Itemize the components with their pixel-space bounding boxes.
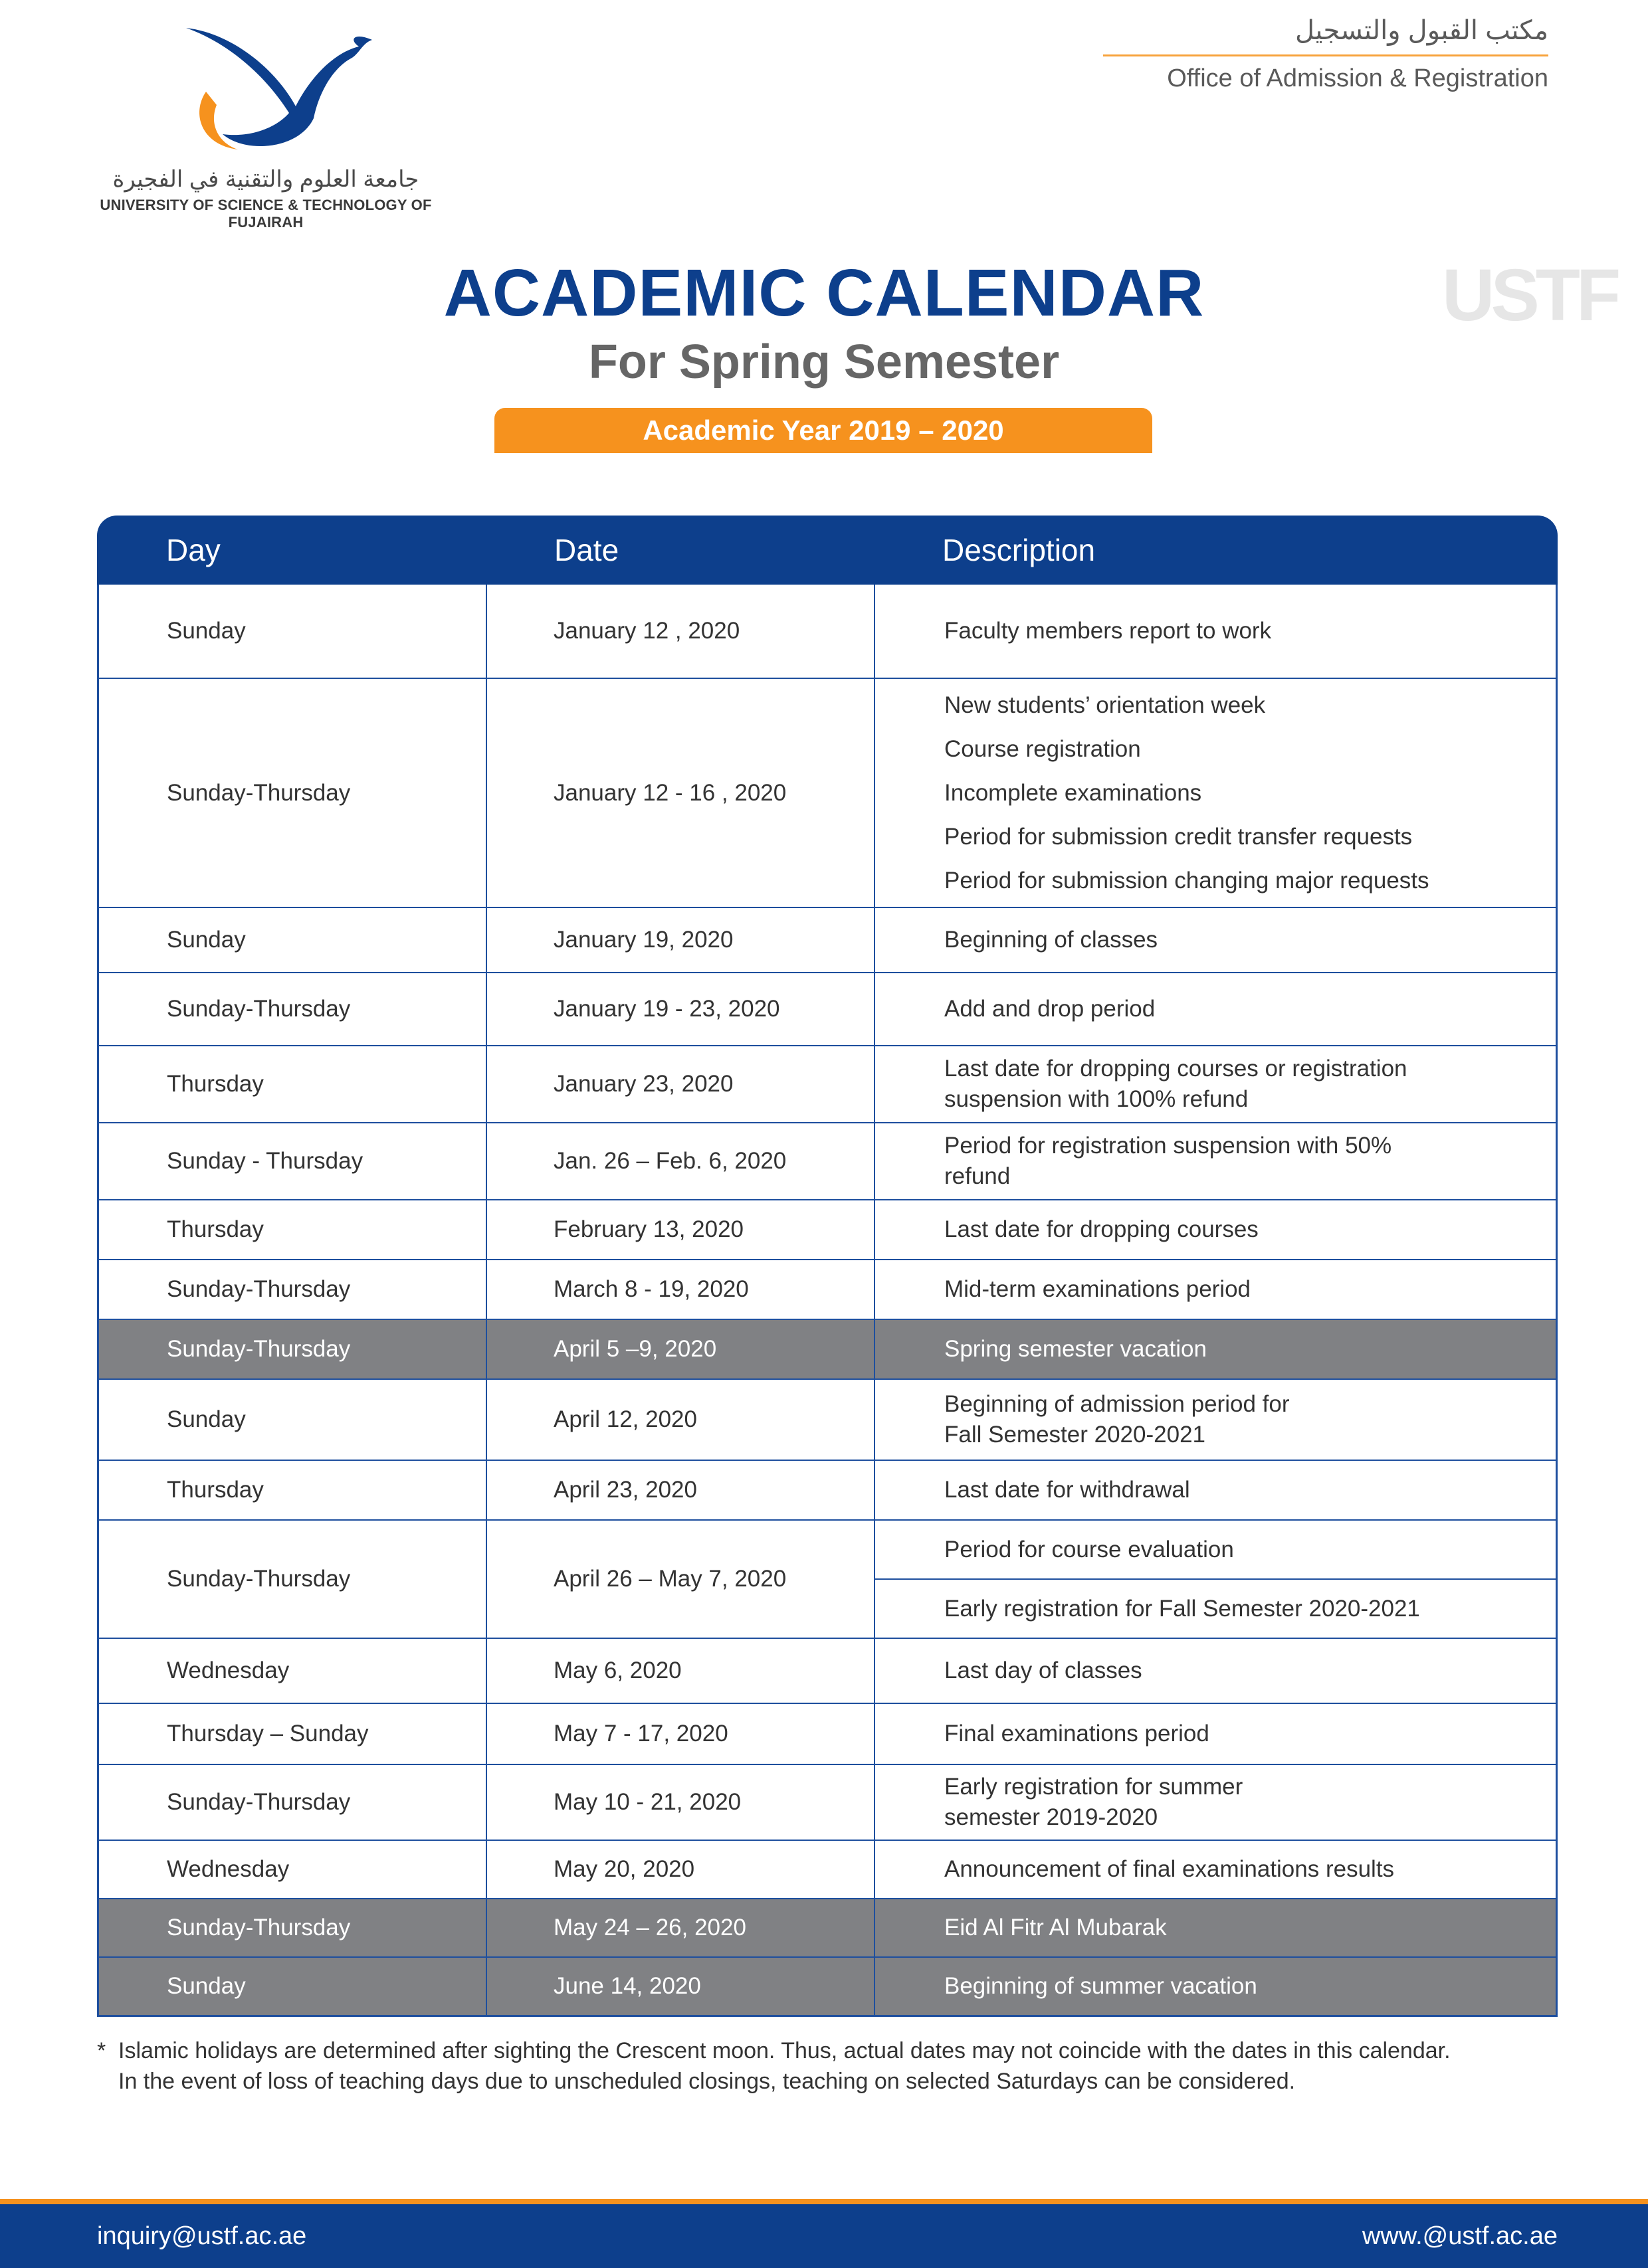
cell-day: Sunday-Thursday <box>99 679 487 907</box>
cell-description <box>875 679 1556 907</box>
description-line: Eid Al Fitr Al Mubarak <box>944 1915 1167 1940</box>
falcon-logo-icon <box>159 13 399 156</box>
table-row <box>99 1638 1556 1703</box>
cell-day: Sunday-Thursday <box>99 1260 487 1319</box>
cell-day: Sunday-Thursday <box>99 1521 487 1638</box>
cell-day: Thursday <box>99 1200 487 1259</box>
cell-description <box>875 1958 1556 2015</box>
description-subcell: Period for course evaluation <box>944 1536 1234 1562</box>
footnote-line: In the event of loss of teaching days due to unscheduled closings, teaching on selected Saturdays can be considered. <box>118 2069 1296 2094</box>
description-line: Announcement of final examinations results <box>944 1856 1395 1882</box>
description-line: Incomplete examinations <box>944 779 1202 806</box>
table-row <box>99 1764 1556 1840</box>
cell-date: April 12, 2020 <box>487 1380 875 1460</box>
cell-description <box>875 908 1556 972</box>
description-line: New students’ orientation week <box>944 692 1266 718</box>
university-name-english: UNIVERSITY OF SCIENCE & TECHNOLOGY OF FUJAIRAH <box>100 197 432 231</box>
cell-date: January 19, 2020 <box>487 908 875 972</box>
description-line: Last day of classes <box>944 1657 1142 1683</box>
cell-description <box>875 1841 1556 1898</box>
table-row-holiday <box>99 1319 1556 1378</box>
description-line: Beginning of classes <box>944 927 1158 953</box>
table-row-holiday <box>99 1956 1556 2015</box>
cell-day: Sunday-Thursday <box>99 973 487 1045</box>
cell-day: Sunday <box>99 1380 487 1460</box>
table-row <box>99 1259 1556 1319</box>
description-line: Final examinations period <box>944 1721 1209 1747</box>
table-row <box>99 1703 1556 1764</box>
cell-date: March 8 - 19, 2020 <box>487 1260 875 1319</box>
footnote <box>97 2035 1559 2097</box>
column-header-date: Date <box>554 533 619 567</box>
cell-description <box>875 1639 1556 1703</box>
description-line: Beginning of admission period for <box>944 1391 1290 1417</box>
column-header-day: Day <box>166 533 221 567</box>
cell-description <box>875 1521 1556 1638</box>
table-row <box>99 1045 1556 1122</box>
table-row <box>99 972 1556 1045</box>
cell-day: Sunday <box>99 585 487 678</box>
column-header-description: Description <box>942 533 1096 567</box>
table-row-holiday <box>99 1898 1556 1956</box>
description-line: Early registration for summer <box>944 1774 1243 1800</box>
cell-date: May 24 – 26, 2020 <box>487 1899 875 1956</box>
cell-description <box>875 1899 1556 1956</box>
table-header <box>97 516 1558 585</box>
cell-description <box>875 1320 1556 1378</box>
cell-description <box>875 1704 1556 1764</box>
page-title: ACADEMIC CALENDAR <box>443 256 1205 330</box>
footer-email-link[interactable]: inquiry@ustf.ac.ae <box>97 2222 307 2250</box>
footer-website-link[interactable]: www.@ustf.ac.ae <box>1362 2222 1558 2250</box>
description-line: Last date for withdrawal <box>944 1477 1190 1503</box>
table-row <box>99 1199 1556 1259</box>
cell-description <box>875 1461 1556 1519</box>
table-row <box>99 1840 1556 1898</box>
footer-accent-line <box>0 2199 1648 2204</box>
university-logo <box>93 13 465 231</box>
description-line: semester 2019-2020 <box>944 1804 1158 1830</box>
description-line: Last date for dropping courses or registration <box>944 1056 1407 1082</box>
cell-date: June 14, 2020 <box>487 1958 875 2015</box>
cell-day: Thursday – Sunday <box>99 1704 487 1764</box>
office-name-english: Office of Admission & Registration <box>1167 64 1548 92</box>
description-line: Mid-term examinations period <box>944 1276 1251 1302</box>
description-line: Add and drop period <box>944 996 1156 1022</box>
cell-day: Sunday-Thursday <box>99 1899 487 1956</box>
cell-day: Sunday - Thursday <box>99 1123 487 1199</box>
cell-date: January 12 , 2020 <box>487 585 875 678</box>
cell-day: Sunday-Thursday <box>99 1765 487 1840</box>
table-row <box>99 678 1556 907</box>
cell-date: May 10 - 21, 2020 <box>487 1765 875 1840</box>
office-name-arabic: مكتب القبول والتسجيل <box>1295 16 1548 45</box>
cell-day: Sunday-Thursday <box>99 1320 487 1378</box>
cell-description <box>875 1200 1556 1259</box>
description-line: refund <box>944 1163 1011 1189</box>
cell-description <box>875 1260 1556 1319</box>
table-row <box>99 907 1556 972</box>
cell-description <box>875 973 1556 1045</box>
description-line: Spring semester vacation <box>944 1336 1207 1362</box>
description-line: Period for submission credit transfer requests <box>944 823 1413 850</box>
description-line: Beginning of summer vacation <box>944 1973 1257 1999</box>
academic-year-banner: Academic Year 2019 – 2020 <box>494 408 1152 453</box>
table-row <box>99 585 1556 678</box>
description-line: suspension with 100% refund <box>944 1086 1249 1112</box>
cell-date: January 23, 2020 <box>487 1046 875 1122</box>
table-row <box>99 1378 1556 1460</box>
cell-day: Wednesday <box>99 1639 487 1703</box>
cell-description <box>875 1380 1556 1460</box>
cell-day: Wednesday <box>99 1841 487 1898</box>
description-line: Faculty members report to work <box>944 618 1272 644</box>
cell-date: May 20, 2020 <box>487 1841 875 1898</box>
office-divider <box>1103 54 1548 56</box>
cell-date: Jan. 26 – Feb. 6, 2020 <box>487 1123 875 1199</box>
description-line: Period for registration suspension with 50% <box>944 1133 1392 1159</box>
table-row <box>99 1460 1556 1519</box>
description-line: Last date for dropping courses <box>944 1216 1259 1242</box>
footnote-line: Islamic holidays are determined after sighting the Crescent moon. Thus, actual dates may not coincide with the dates in this calendar. <box>118 2038 1451 2063</box>
table-row <box>99 1519 1556 1638</box>
university-name-arabic: جامعة العلوم والتقنية في الفجيرة <box>112 167 419 192</box>
cell-date: February 13, 2020 <box>487 1200 875 1259</box>
calendar-table <box>97 516 1558 2017</box>
description-subcell: Early registration for Fall Semester 2020-2021 <box>875 1578 1556 1638</box>
cell-day: Thursday <box>99 1461 487 1519</box>
cell-date: May 7 - 17, 2020 <box>487 1704 875 1764</box>
footnote-marker: * <box>97 2038 106 2063</box>
cell-day: Sunday <box>99 908 487 972</box>
cell-day: Thursday <box>99 1046 487 1122</box>
description-line: Course registration <box>944 735 1141 762</box>
ustf-watermark: USTF <box>1442 254 1617 336</box>
cell-description <box>875 1123 1556 1199</box>
page-subtitle: For Spring Semester <box>588 335 1060 389</box>
cell-date: January 19 - 23, 2020 <box>487 973 875 1045</box>
cell-day: Sunday <box>99 1958 487 2015</box>
description-line: Fall Semester 2020-2021 <box>944 1422 1205 1448</box>
table-row <box>99 1122 1556 1199</box>
cell-date: April 23, 2020 <box>487 1461 875 1519</box>
cell-date: January 12 - 16 , 2020 <box>487 679 875 907</box>
cell-description <box>875 585 1556 678</box>
cell-date: April 5 –9, 2020 <box>487 1320 875 1378</box>
cell-date: April 26 – May 7, 2020 <box>487 1521 875 1638</box>
description-line: Period for submission changing major requests <box>944 867 1429 894</box>
office-block <box>1083 12 1548 93</box>
page-footer <box>0 2204 1648 2268</box>
table-body <box>97 585 1558 2017</box>
cell-description <box>875 1765 1556 1840</box>
cell-description <box>875 1046 1556 1122</box>
cell-date: May 6, 2020 <box>487 1639 875 1703</box>
